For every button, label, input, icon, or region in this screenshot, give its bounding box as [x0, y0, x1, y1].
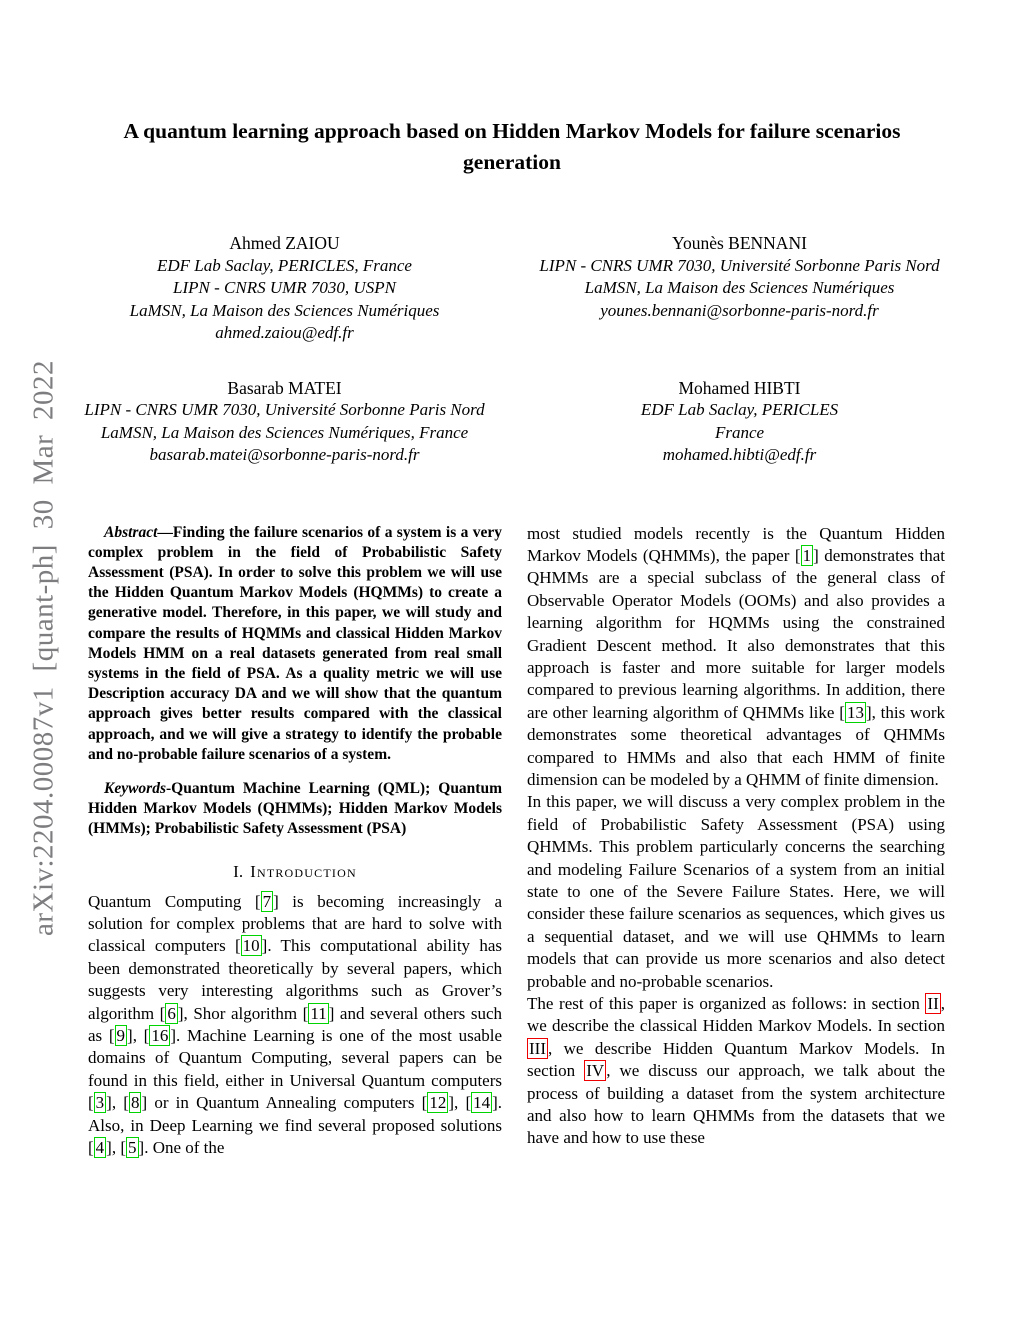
arxiv-watermark: arXiv:2204.00087v1 [quant-ph] 30 Mar 2022	[27, 359, 60, 937]
author-affiliation-line: younes.bennani@sorbonne-paris-nord.fr	[600, 300, 879, 320]
citation-number[interactable]: 3	[95, 1093, 105, 1113]
abstract	[88, 523, 502, 765]
citation-link[interactable]: [ 14 ]	[465, 1093, 498, 1113]
right-column	[527, 523, 945, 1160]
author-affiliations	[517, 399, 962, 467]
citation-number[interactable]: 7	[262, 891, 272, 911]
citation-link[interactable]: [ 6 ]	[159, 1003, 184, 1023]
citation-link[interactable]: [ 12 ]	[421, 1093, 454, 1113]
citation-link[interactable]: [ 1 ]	[794, 545, 819, 565]
citation-link[interactable]: [ 13 ]	[839, 702, 872, 722]
section-number: I.	[233, 861, 244, 881]
abstract-label: Abstract	[104, 523, 158, 541]
author-affiliation-line: EDF Lab Saclay, PERICLES, France	[157, 255, 412, 275]
citation-number[interactable]: 12	[429, 1093, 447, 1113]
citation-link[interactable]: [ 3 ]	[88, 1093, 112, 1113]
citation-number[interactable]: 4	[95, 1138, 105, 1158]
author-name: Mohamed HIBTI	[678, 377, 801, 398]
author-affiliation-line: LaMSN, La Maison des Sciences Numériques	[129, 300, 440, 320]
citation-number[interactable]: 5	[128, 1138, 137, 1158]
citation-number[interactable]: 14	[473, 1093, 491, 1113]
author-affiliation-line: mohamed.hibti@edf.fr	[662, 445, 817, 464]
author-affiliation-line: France	[714, 422, 765, 442]
citation-number[interactable]: 1	[802, 545, 812, 565]
citation-link[interactable]: [ 11 ]	[302, 1003, 335, 1023]
author-affiliation-line: LaMSN, La Maison des Sciences Numériques, France	[100, 422, 469, 442]
citation-number[interactable]: 8	[130, 1093, 140, 1113]
citation-link[interactable]: [ 7 ]	[254, 891, 279, 911]
citation-number[interactable]: 10	[242, 936, 260, 956]
body-paragraph: The rest of this paper is organized as follows: in section II , we describe the classical Hidden Markov Models. In section III , we describe Hidden Quantum Markov Models. In section IV , we discuss our approach, we talk about the process of building a dataset from the system architecture and also how to learn QHMMs from the datasets that we have and how to use these	[527, 994, 946, 1148]
author-basarab-matei	[62, 377, 507, 467]
citation-number[interactable]: 11	[310, 1003, 327, 1023]
author-affiliations	[62, 255, 507, 345]
citation-link[interactable]: [ 10 ]	[234, 936, 268, 956]
paper-title: A quantum learning approach based on Hidden Markov Models for failure scenarios generation	[123, 119, 901, 174]
author-block	[62, 232, 962, 467]
section-heading-introduction	[88, 862, 502, 882]
citation-number[interactable]: 6	[167, 1003, 176, 1023]
author-affiliation-line: LIPN - CNRS UMR 7030, USPN	[173, 278, 396, 297]
author-affiliation-line: EDF Lab Saclay, PERICLES	[640, 400, 839, 419]
citation-number[interactable]: 13	[846, 702, 864, 722]
citation-link[interactable]: [ 5 ]	[120, 1138, 145, 1158]
body-columns	[88, 523, 1024, 1160]
citation-number[interactable]: 9	[116, 1025, 126, 1045]
keywords-text: -Quantum Machine Learning (QML); Quantum Hidden Markov Models (QHMMs); Hidden Markov Models (HMMs); Probabilistic Safety Assessment (PSA)	[88, 779, 502, 838]
author-name: Basarab MATEI	[227, 377, 342, 398]
author-name: Younès BENNANI	[672, 233, 807, 253]
abstract-text: —Finding the failure scenarios of a system is a very complex problem in the field of Probabilistic Safety Assessment (PSA). In order to solve this problem we will use the Hidden Quantum Markov Models (HQMMs) to create a generative model. Therefore, in this paper, we will study and compare the results of HQMMs and classical Hidden Markov Models HMM on a real datasets generated from real small systems in the field of PSA. As a quality metric we will use Description accuracy DA and we will show that the quantum approach gives better results compared with the classical approach, and we will give a strategy to identify the probable and no-probable failure scenarios of a system.	[88, 523, 502, 763]
section-ref-link[interactable]: III	[529, 1038, 546, 1058]
left-column	[88, 523, 502, 1160]
author-affiliation-line: LaMSN, La Maison des Sciences Numériques	[584, 278, 895, 297]
body-paragraph: In this paper, we will discuss a very complex problem in the field of Probabilistic Safety Assessment (PSA) using QHMMs. This problem particularly concerns the searching and modeling Failure Scenarios of a system from an initial state to one of the Severe Failure States. Here, we will consider these failure scenarios as sequences, which gives us a sequential dataset, and we will use QHMMs to learn models that can provide us more scenarios and also detect probable and no-probable scenarios.	[527, 792, 945, 991]
section-title: Introduction	[250, 861, 357, 881]
author-affiliation-line: LIPN - CNRS UMR 7030, Université Sorbonne Paris Nord	[539, 255, 940, 275]
keywords-label: Keywords	[104, 779, 166, 797]
author-ahmed-zaiou	[62, 232, 507, 345]
author-mohamed-hibti	[517, 377, 962, 467]
keywords	[88, 779, 502, 840]
author-name: Ahmed ZAIOU	[229, 233, 340, 253]
author-affiliation-line: basarab.matei@sorbonne-paris-nord.fr	[149, 445, 420, 464]
author-affiliation-line: LIPN - CNRS UMR 7030, Université Sorbonne Paris Nord	[84, 400, 485, 419]
author-affiliations	[517, 255, 962, 323]
citation-number[interactable]: 16	[151, 1025, 169, 1045]
body-paragraph: most studied models recently is the Quantum Hidden Markov Models (QHMMs), the paper [ 1 ] demonstrates that QHMMs are a special subclass of the general class of Observable Operator Models (OOMs) and also provides a learning algorithm for HQMMs using the constrained Gradient Descent method. It also demonstrates that this approach is faster and more suitable for larger models compared to previous learning algorithms. In addition, there are other learning algorithm of QHMMs like [ 13 ], this work demonstrates some theoretical advantages of QHMMs compared to HMMs and also that each HMM of finite dimension can be modeled by a QHMM of finite dimension.	[527, 523, 945, 789]
intro-paragraph: Quantum Computing [ 7 ] is becoming increasingly a solution for complex problems that are hard to solve with classical computers [ 10 ]. This computational ability has been demonstrated theoretically by several papers, which suggests very interesting algorithms such as Grover’s algorithm [ 6 ], Shor algorithm [ 11 ] and several others such as [ 9 ], [ 16 ]. Machine Learning is one of the most usable domains of Quantum Computing, several papers can be found in this field, either in Universal Quantum computers [ 3 ], [ 8 ] or in Quantum Annealing computers [ 12 ], [ 14 ]. Also, in Deep Learning we find several proposed solutions [ 4 ], [ 5 ]. One of the	[88, 891, 503, 1158]
author-affiliations	[62, 399, 507, 467]
author-affiliation-line: ahmed.zaiou@edf.fr	[215, 323, 354, 342]
author-younes-bennani	[517, 232, 962, 345]
section-ref-link[interactable]: IV	[586, 1061, 605, 1081]
section-ref-link[interactable]: II	[927, 994, 939, 1014]
citation-link[interactable]: [ 8 ]	[123, 1093, 148, 1113]
citation-link[interactable]: [ 9 ]	[108, 1025, 133, 1045]
citation-link[interactable]: [ 4 ]	[88, 1138, 112, 1158]
citation-link[interactable]: [ 16 ]	[143, 1025, 177, 1045]
